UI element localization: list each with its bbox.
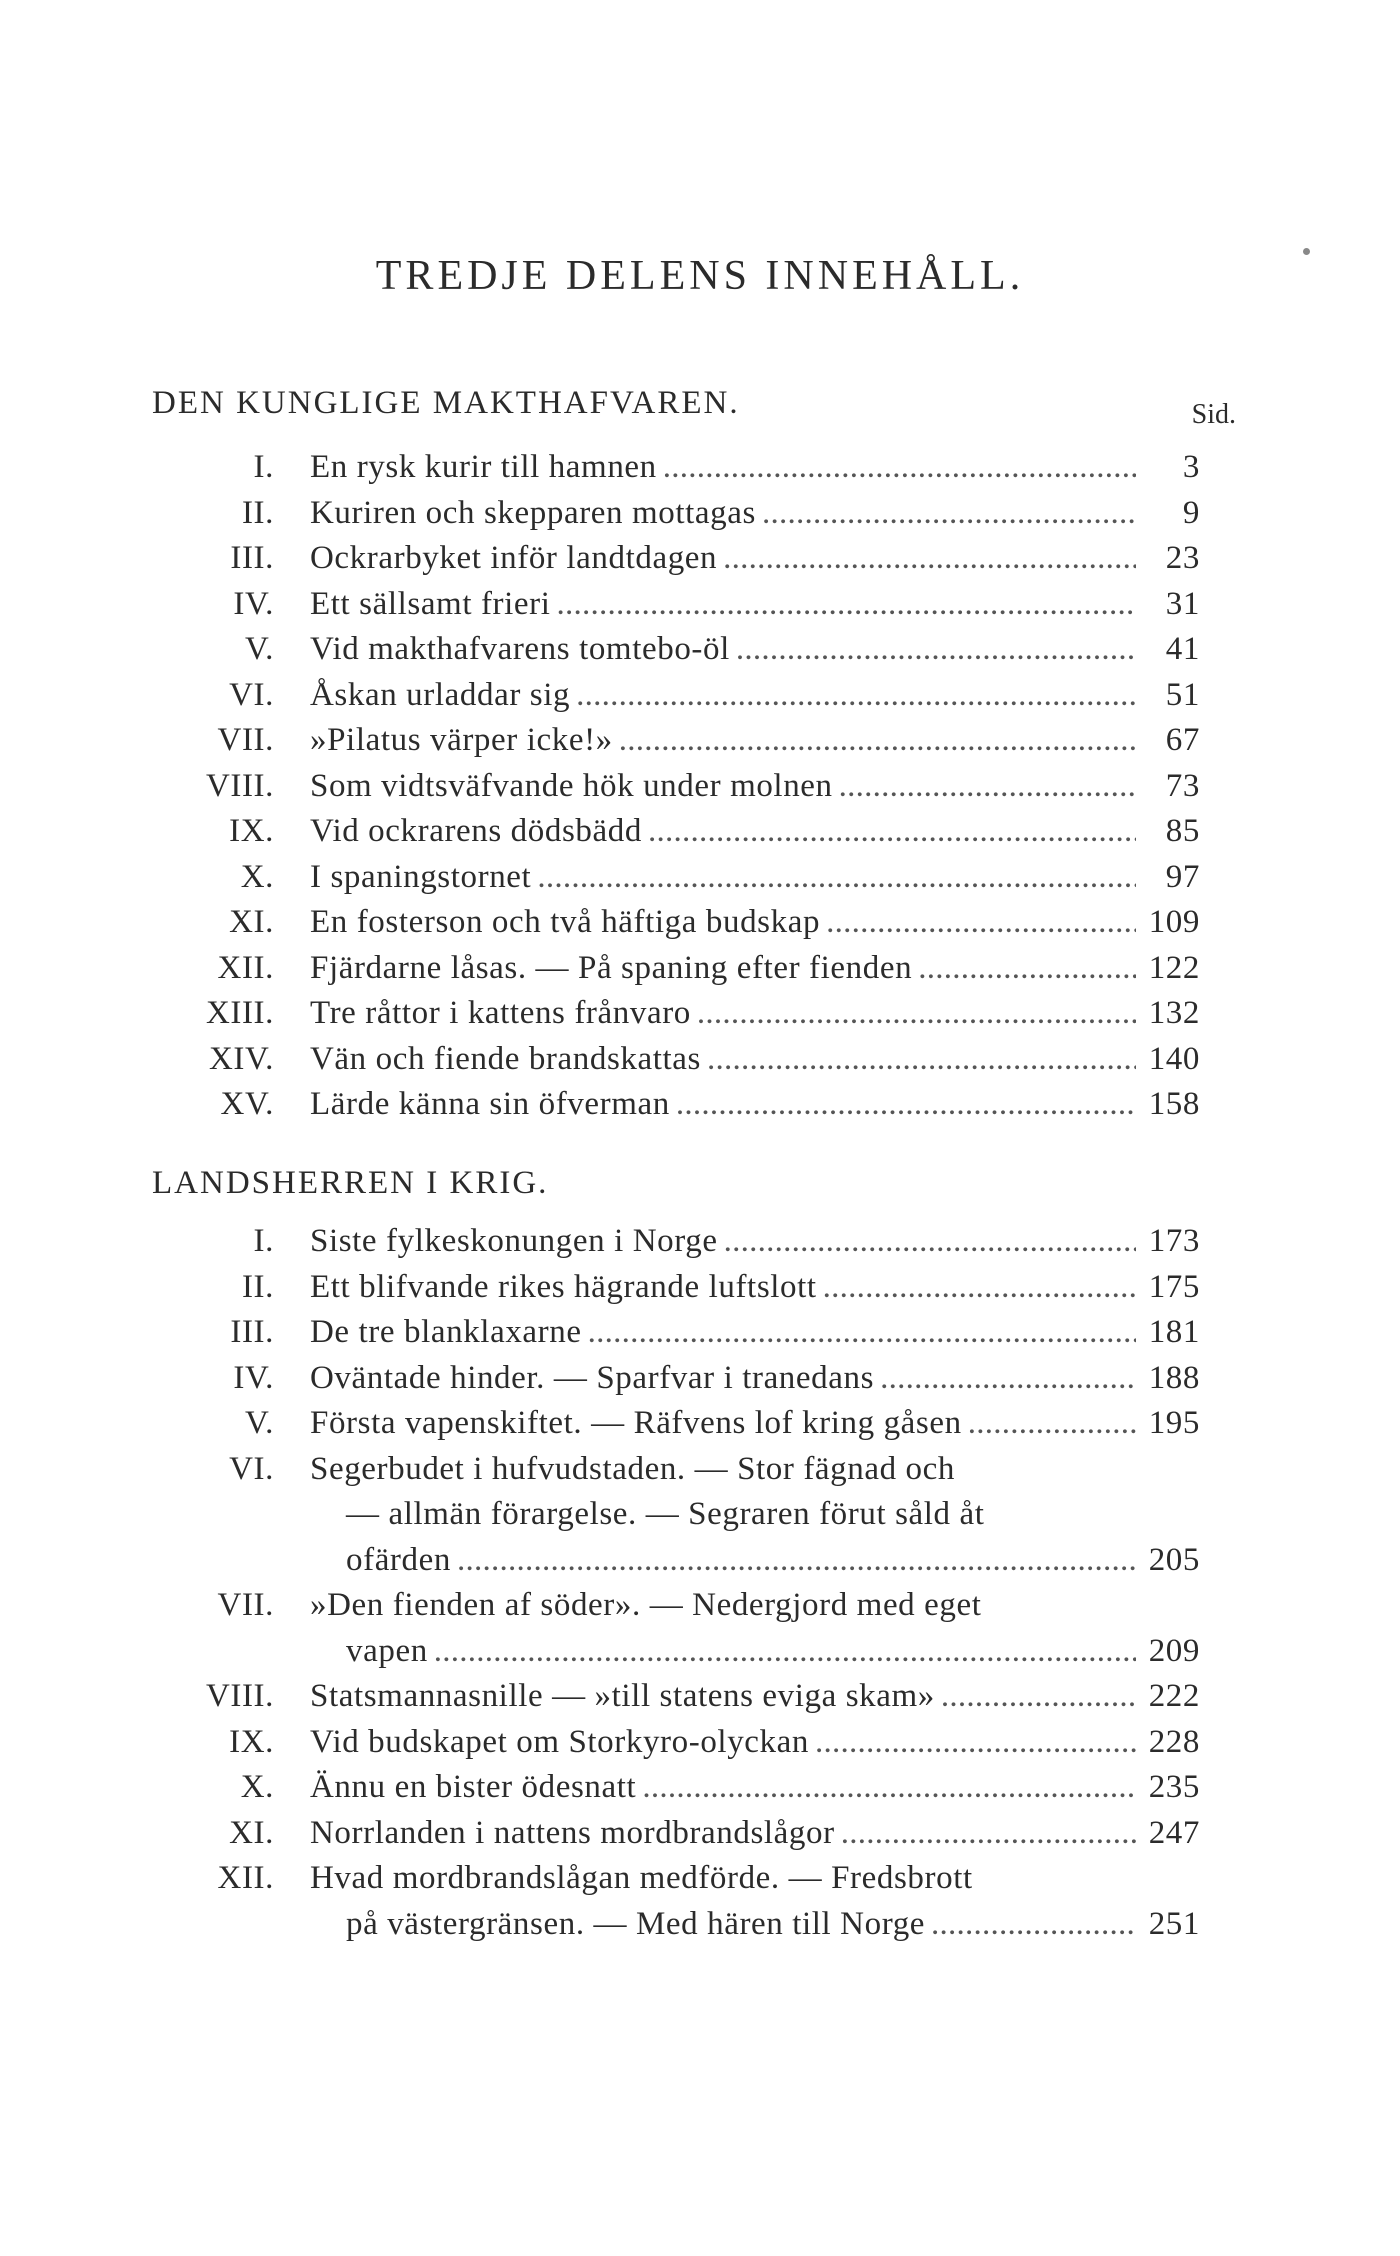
toc-entry xyxy=(0,1265,1400,1311)
chapter-numeral: XI. xyxy=(229,1814,274,1851)
toc-entry xyxy=(0,445,1400,491)
dot-leader xyxy=(918,946,1136,992)
entry-body xyxy=(310,1765,1200,1811)
dot-leader xyxy=(642,1765,1136,1811)
chapter-title: »Den fienden af söder». — Nedergjord med eget xyxy=(310,1587,982,1623)
page-number: 97 xyxy=(1165,858,1200,895)
entry-body xyxy=(310,809,1200,855)
chapter-numeral: II. xyxy=(241,494,274,531)
page-number: 235 xyxy=(1148,1769,1200,1805)
chapter-numeral: XIV. xyxy=(208,1040,274,1077)
page-number: 209 xyxy=(1148,1632,1200,1669)
chapter-numeral: II. xyxy=(241,1268,274,1305)
dot-leader xyxy=(676,1082,1136,1128)
entry-line xyxy=(310,1538,1200,1584)
chapter-numeral: IV. xyxy=(233,585,274,622)
chapter-title: Siste fylkeskonungen i Norge xyxy=(310,1223,718,1259)
toc-entry xyxy=(0,900,1400,946)
entry-line xyxy=(310,1219,1200,1265)
chapter-title: Kuriren och skepparen mottagas xyxy=(310,494,756,531)
chapter-numeral: XII. xyxy=(217,1860,274,1896)
page-number: 67 xyxy=(1165,722,1200,758)
chapter-title: Ett sällsamt frieri xyxy=(310,585,551,622)
entry-body xyxy=(310,900,1200,946)
chapter-title: Vän och fiende brandskattas xyxy=(310,1040,701,1077)
entry-body xyxy=(310,764,1200,810)
page-number: 9 xyxy=(1182,494,1200,531)
page-number: 85 xyxy=(1165,813,1200,849)
chapter-title: — allmän förargelse. — Segraren förut såld åt xyxy=(346,1496,985,1532)
chapter-numeral: X. xyxy=(240,858,274,895)
chapter-title: Segerbudet i hufvudstaden. — Stor fägnad och xyxy=(310,1450,956,1487)
dot-leader xyxy=(663,445,1136,491)
dot-leader xyxy=(762,491,1136,537)
entry-line xyxy=(310,1720,1200,1766)
toc-entry xyxy=(0,1037,1400,1083)
toc-entry xyxy=(0,582,1400,628)
page-number: 173 xyxy=(1148,1223,1200,1259)
entry-body xyxy=(310,1720,1200,1766)
toc-entry xyxy=(0,991,1400,1037)
entry-body xyxy=(310,673,1200,719)
entry-line xyxy=(310,445,1200,491)
toc-entry xyxy=(0,1082,1400,1128)
chapter-title: I spaningstornet xyxy=(310,858,532,895)
page-number: 181 xyxy=(1148,1314,1200,1350)
entry-line xyxy=(310,627,1200,673)
page-number: 31 xyxy=(1165,585,1200,622)
dot-leader xyxy=(826,900,1136,946)
entry-line xyxy=(310,1082,1200,1128)
dot-leader xyxy=(880,1356,1136,1402)
entry-body xyxy=(310,991,1200,1037)
entry-line xyxy=(310,718,1200,764)
entry-line xyxy=(310,582,1200,628)
chapter-title: Ett blifvande rikes hägrande luftslott xyxy=(310,1268,817,1305)
entry-body xyxy=(310,1310,1200,1356)
chapter-title: Hvad mordbrandslågan medförde. — Fredsbrott xyxy=(310,1860,973,1896)
entry-line xyxy=(310,1902,1200,1948)
chapter-numeral: I. xyxy=(253,449,274,485)
dot-leader xyxy=(557,582,1137,628)
entry-line xyxy=(310,1811,1200,1857)
chapter-numeral: IX. xyxy=(229,1723,274,1760)
dot-leader xyxy=(815,1720,1136,1766)
chapter-numeral: IX. xyxy=(229,813,274,849)
entry-line xyxy=(310,855,1200,901)
chapter-title: Ockrarbyket inför landtdagen xyxy=(310,540,718,576)
dot-leader xyxy=(723,536,1136,582)
entry-line xyxy=(310,491,1200,537)
page-number: 175 xyxy=(1148,1268,1200,1305)
chapter-numeral: I. xyxy=(253,1223,274,1259)
chapter-numeral: XV. xyxy=(220,1086,274,1122)
chapter-numeral: VI. xyxy=(229,676,274,713)
chapter-title: vapen xyxy=(346,1632,428,1669)
entry-line xyxy=(310,900,1200,946)
entry-body xyxy=(310,1583,1200,1674)
toc-entry xyxy=(0,1356,1400,1402)
page-number: 195 xyxy=(1148,1405,1200,1441)
toc-entry xyxy=(0,1811,1400,1857)
entry-line xyxy=(310,1265,1200,1311)
dot-leader xyxy=(588,1310,1136,1356)
entry-line xyxy=(310,1310,1200,1356)
toc-entry xyxy=(0,491,1400,537)
toc-entry xyxy=(0,1310,1400,1356)
page-number: 41 xyxy=(1165,631,1200,667)
chapter-title: »Pilatus värper icke!» xyxy=(310,722,613,758)
toc-entry xyxy=(0,1583,1400,1674)
chapter-numeral: V. xyxy=(244,1405,274,1441)
entry-body xyxy=(310,582,1200,628)
section-landsherren-i-krig xyxy=(0,1165,1400,1947)
dot-leader xyxy=(931,1902,1136,1948)
entry-body xyxy=(310,1082,1200,1128)
entry-body xyxy=(310,445,1200,491)
page-number: 122 xyxy=(1148,949,1200,986)
chapter-numeral: IV. xyxy=(233,1359,274,1396)
chapter-numeral: VII. xyxy=(217,1587,274,1623)
section-header xyxy=(0,385,1400,445)
toc-entry xyxy=(0,946,1400,992)
page-number: 247 xyxy=(1148,1814,1200,1851)
chapter-title: Fjärdarne låsas. — På spaning efter fienden xyxy=(310,949,913,986)
dot-leader xyxy=(457,1538,1136,1584)
toc-list xyxy=(0,445,1400,1128)
entry-body xyxy=(310,855,1200,901)
page-number: 228 xyxy=(1148,1723,1200,1760)
chapter-numeral: VI. xyxy=(229,1450,274,1487)
dot-leader xyxy=(576,673,1136,719)
entry-line xyxy=(310,673,1200,719)
page-number: 73 xyxy=(1165,767,1200,804)
chapter-title: De tre blanklaxarne xyxy=(310,1314,582,1350)
entry-line xyxy=(310,946,1200,992)
page-speck xyxy=(1303,248,1310,255)
toc-entry xyxy=(0,1219,1400,1265)
page-number: 205 xyxy=(1148,1541,1200,1578)
toc-entry xyxy=(0,1765,1400,1811)
chapter-title: Oväntade hinder. — Sparfvar i tranedans xyxy=(310,1359,875,1396)
toc-entry xyxy=(0,1447,1400,1584)
entry-body xyxy=(310,1447,1200,1584)
entry-body xyxy=(310,491,1200,537)
entry-line xyxy=(310,1765,1200,1811)
entry-line xyxy=(310,1356,1200,1402)
page-number: 140 xyxy=(1148,1040,1200,1077)
dot-leader xyxy=(537,855,1136,901)
chapter-numeral: VIII. xyxy=(205,1678,274,1714)
entry-body xyxy=(310,1356,1200,1402)
chapter-title: En fosterson och två häftiga budskap xyxy=(310,904,821,940)
section-header xyxy=(0,1165,1400,1225)
chapter-numeral: VII. xyxy=(217,722,274,758)
chapter-title: Som vidtsväfvande hök under molnen xyxy=(310,767,833,804)
dot-leader xyxy=(968,1401,1136,1447)
chapter-title: Vid ockrarens dödsbädd xyxy=(310,813,642,849)
entry-body xyxy=(310,627,1200,673)
dot-leader xyxy=(736,627,1136,673)
dot-leader xyxy=(724,1219,1136,1265)
section-den-kunglige-makthafvaren xyxy=(0,385,1400,1128)
page-number: 222 xyxy=(1148,1678,1200,1714)
entry-line xyxy=(310,1856,1200,1902)
page-number: 109 xyxy=(1148,904,1200,940)
section-title: LANDSHERREN I KRIG. xyxy=(152,1165,549,1201)
chapter-title: En rysk kurir till hamnen xyxy=(310,449,657,485)
dot-leader xyxy=(648,809,1136,855)
entry-body xyxy=(310,718,1200,764)
entry-line xyxy=(310,991,1200,1037)
toc-entry xyxy=(0,673,1400,719)
chapter-title: Åskan urladdar sig xyxy=(310,676,571,713)
entry-line xyxy=(310,536,1200,582)
entry-line xyxy=(310,764,1200,810)
entry-line xyxy=(310,1447,1200,1493)
entry-body xyxy=(310,1037,1200,1083)
entry-body xyxy=(310,1811,1200,1857)
chapter-title: Första vapenskiftet. — Räfvens lof kring gåsen xyxy=(310,1405,962,1441)
toc-entry xyxy=(0,1720,1400,1766)
toc-entry xyxy=(0,627,1400,673)
entry-line xyxy=(310,1583,1200,1629)
chapter-numeral: V. xyxy=(244,631,274,667)
chapter-title: Vid makthafvarens tomtebo-öl xyxy=(310,631,730,667)
page-number: 158 xyxy=(1148,1086,1200,1122)
chapter-numeral: VIII. xyxy=(205,767,274,804)
section-title: DEN KUNGLIGE MAKTHAFVAREN. xyxy=(152,385,740,421)
toc-entry xyxy=(0,764,1400,810)
dot-leader xyxy=(707,1037,1136,1083)
chapter-numeral: III. xyxy=(230,1314,274,1350)
dot-leader xyxy=(434,1629,1136,1675)
page-number: 132 xyxy=(1148,995,1200,1031)
toc-entry xyxy=(0,809,1400,855)
page-number: 3 xyxy=(1182,449,1200,485)
entry-body xyxy=(310,946,1200,992)
dot-leader xyxy=(823,1265,1136,1311)
page-number: 251 xyxy=(1148,1905,1200,1942)
entry-line xyxy=(310,809,1200,855)
toc-entry xyxy=(0,1856,1400,1947)
toc-entry xyxy=(0,855,1400,901)
dot-leader xyxy=(941,1674,1136,1720)
page-column-label: Sid. xyxy=(1191,399,1236,430)
dot-leader xyxy=(697,991,1136,1037)
chapter-numeral: XIII. xyxy=(205,995,274,1031)
page-title: TREDJE DELENS INNEHÅLL. xyxy=(375,253,1025,299)
entry-line xyxy=(310,1037,1200,1083)
entry-body xyxy=(310,1674,1200,1720)
entry-line xyxy=(310,1401,1200,1447)
entry-line xyxy=(310,1674,1200,1720)
toc-list xyxy=(0,1219,1400,1947)
chapter-numeral: III. xyxy=(230,540,274,576)
entry-body xyxy=(310,1856,1200,1947)
chapter-numeral: XI. xyxy=(229,904,274,940)
toc-entry xyxy=(0,536,1400,582)
entry-body xyxy=(310,536,1200,582)
dot-leader xyxy=(839,764,1136,810)
entry-body xyxy=(310,1265,1200,1311)
chapter-title: Statsmannasnille — »till statens eviga skam» xyxy=(310,1678,935,1714)
dot-leader xyxy=(841,1811,1136,1857)
chapter-title: på västergränsen. — Med hären till Norge xyxy=(346,1905,926,1942)
chapter-title: Norrlanden i nattens mordbrandslågor xyxy=(310,1814,835,1851)
chapter-title: ofärden xyxy=(346,1541,451,1578)
chapter-title: Vid budskapet om Storkyro-olyckan xyxy=(310,1723,809,1760)
entry-body xyxy=(310,1401,1200,1447)
toc-entry xyxy=(0,1674,1400,1720)
dot-leader xyxy=(619,718,1136,764)
chapter-title: Ännu en bister ödesnatt xyxy=(310,1769,637,1805)
entry-line xyxy=(310,1629,1200,1675)
entry-body xyxy=(310,1219,1200,1265)
toc-entry xyxy=(0,1401,1400,1447)
entry-line xyxy=(310,1492,1200,1538)
page-number: 51 xyxy=(1165,676,1200,713)
chapter-title: Tre råttor i kattens frånvaro xyxy=(310,995,691,1031)
toc-entry xyxy=(0,718,1400,764)
chapter-numeral: XII. xyxy=(217,949,274,986)
page-number: 188 xyxy=(1148,1359,1200,1396)
page-number: 23 xyxy=(1165,540,1200,576)
chapter-numeral: X. xyxy=(240,1769,274,1805)
chapter-title: Lärde känna sin öfverman xyxy=(310,1086,670,1122)
